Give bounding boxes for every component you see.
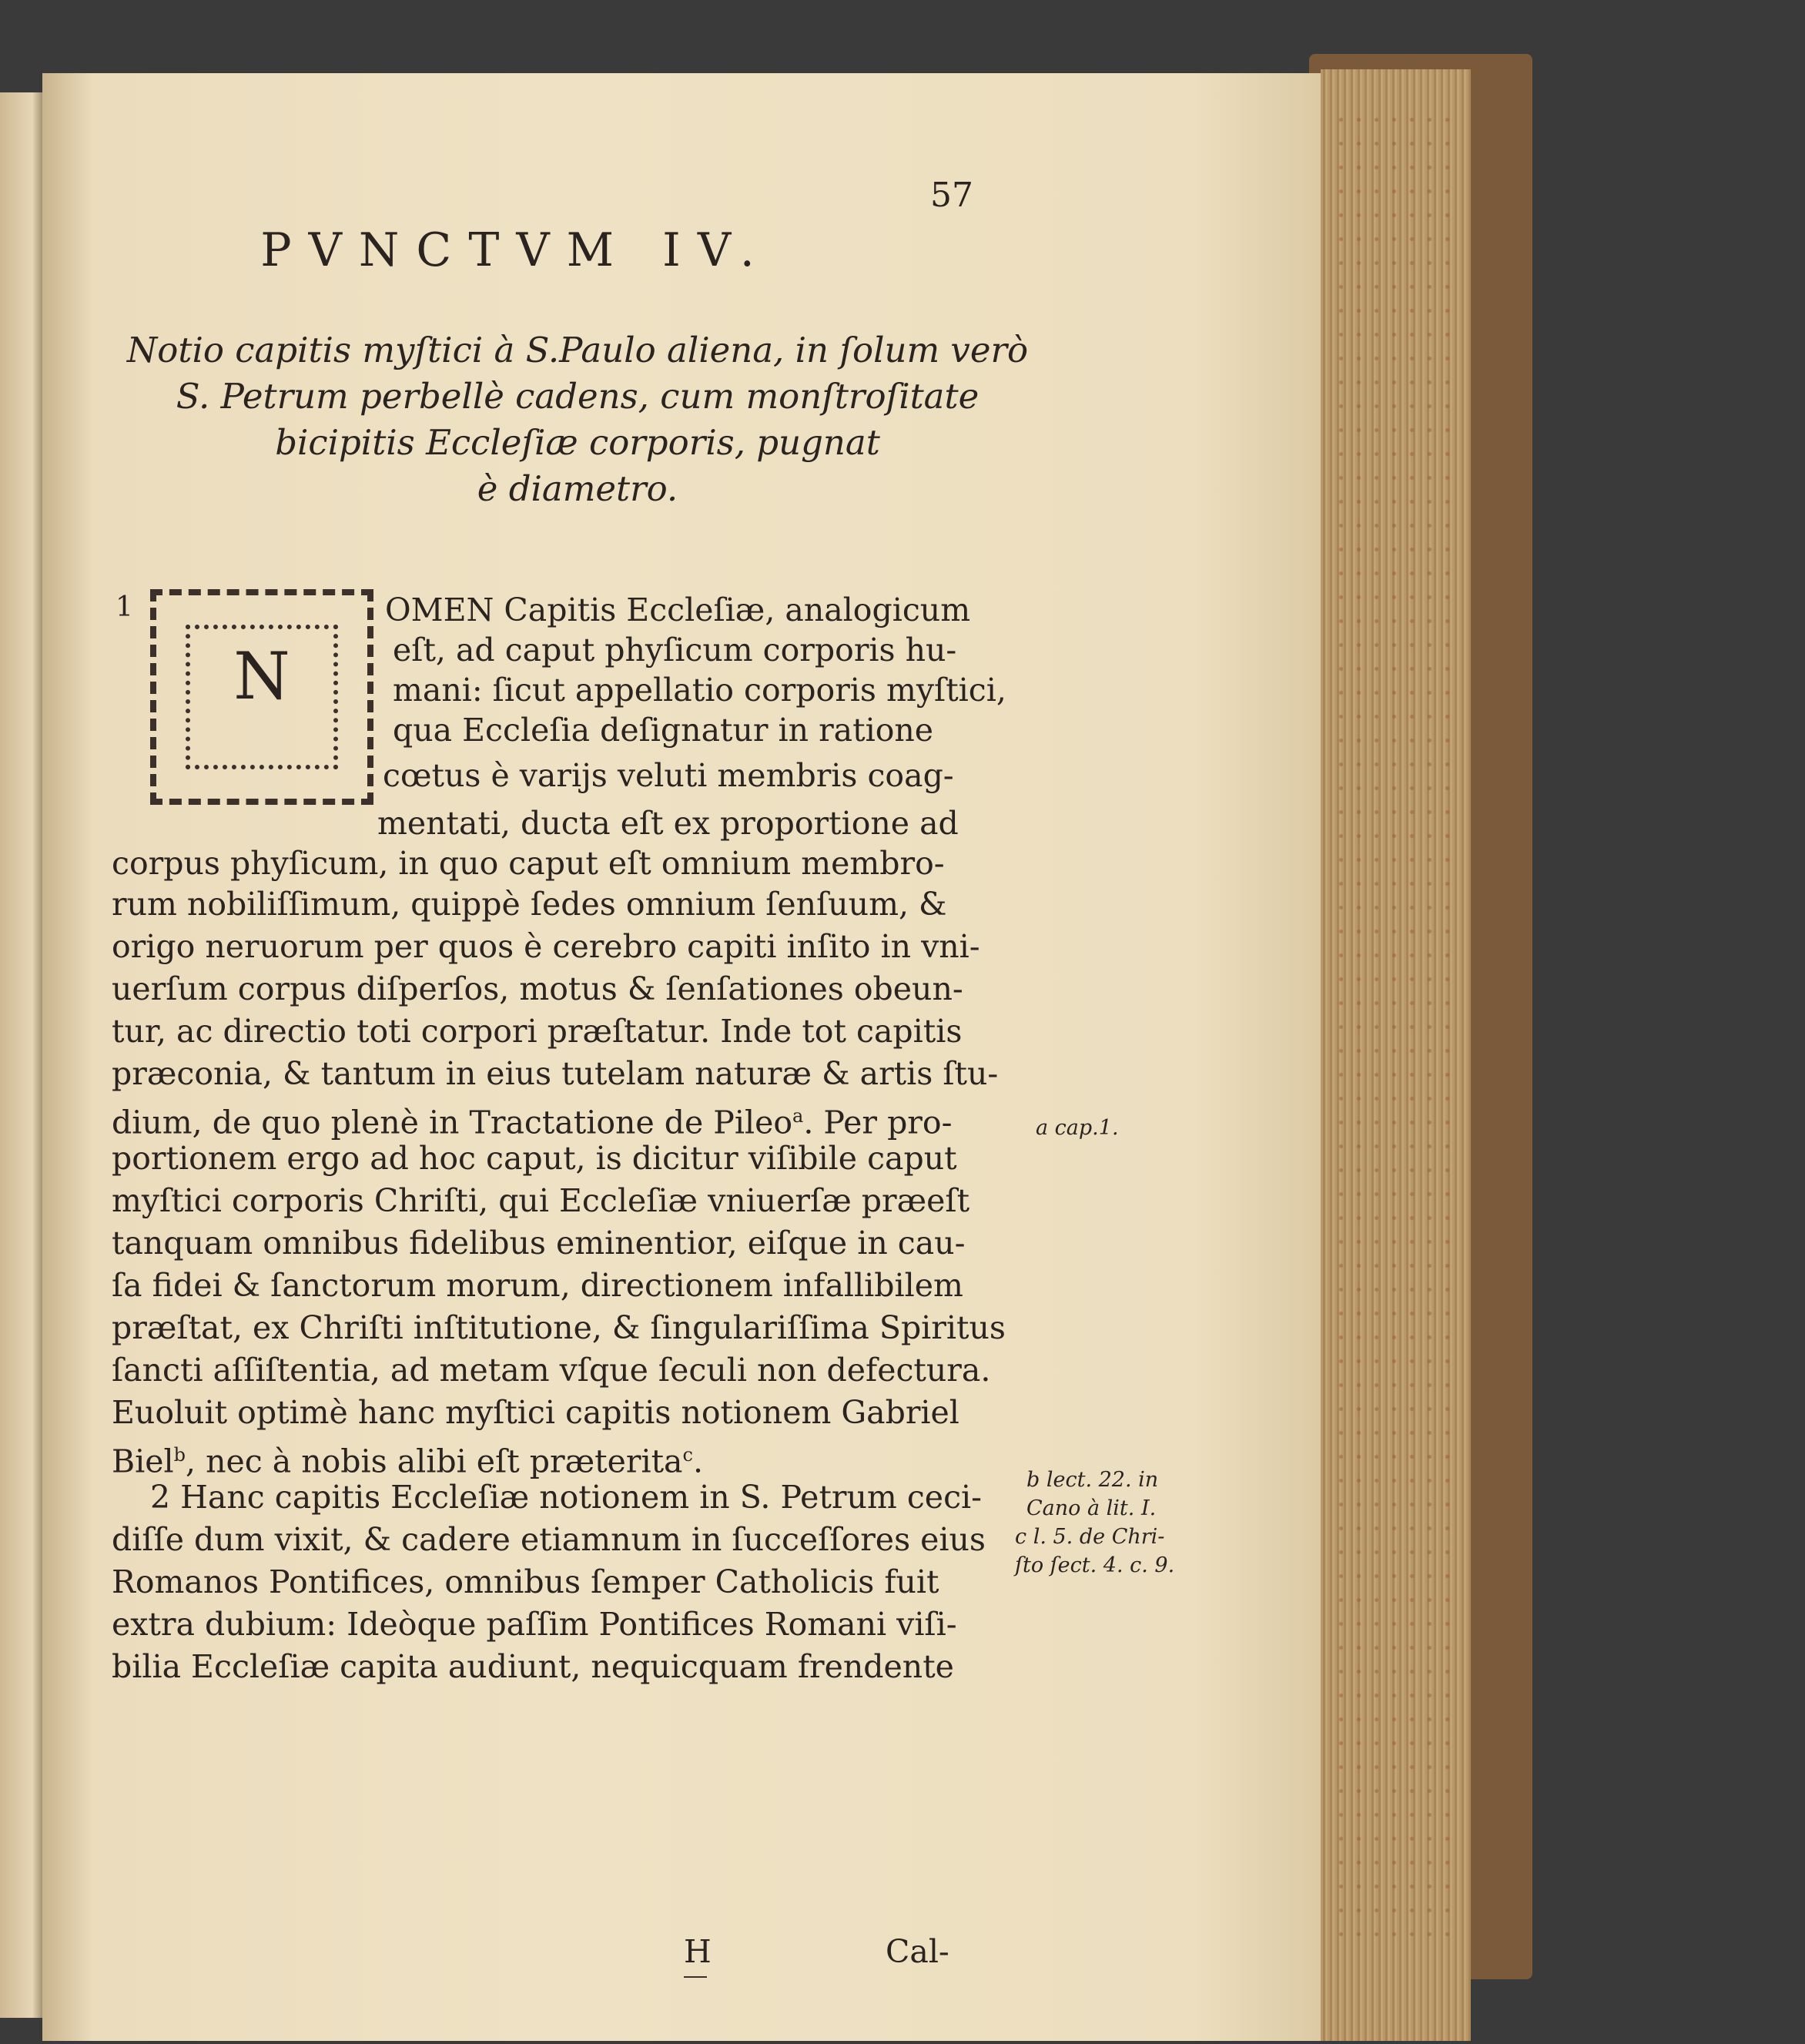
- text-line: extra dubium: Ideòque paſſim Pontifices Romani viſi-: [112, 1606, 957, 1643]
- paragraph-number: 2: [150, 1479, 171, 1516]
- text-line: ſancti aſſiſtentia, ad metam vſque ſeculi non defectura.: [112, 1352, 991, 1389]
- initial-letter: N: [233, 638, 290, 714]
- text-line: myſtici corporis Chriſti, qui Eccleſiæ vniuerſæ præeſt: [112, 1182, 970, 1219]
- subtitle-line: Notio capitis myſtici à S.Paulo aliena, in ſolum verò: [126, 330, 1029, 370]
- margin-note: b lect. 22. in: [1026, 1468, 1159, 1492]
- catchword: Cal-: [886, 1933, 949, 1970]
- text-line: portionem ergo ad hoc caput, is dicitur viſibile caput: [112, 1140, 957, 1177]
- footnote-marker: b: [173, 1444, 186, 1466]
- text-line: corpus phyſicum, in quo caput eſt omnium membro-: [112, 845, 945, 882]
- text-line: [112, 1097, 952, 1141]
- decorated-initial: [150, 589, 373, 805]
- text-line: uerſum corpus diſperſos, motus & ſenſationes obeun-: [112, 970, 963, 1007]
- text-line: Romanos Pontifices, omnibus ſemper Catholicis fuit: [112, 1563, 939, 1600]
- text-span: Biel: [112, 1443, 174, 1480]
- text-line: præſtat, ex Chriſti inſtitutione, & ſingulariſſima Spiritus: [112, 1309, 1006, 1346]
- text-span: .: [692, 1443, 703, 1480]
- section-heading: PVNCTVM IV.: [260, 223, 772, 277]
- page-number: 57: [930, 176, 973, 215]
- text-line: eſt, ad caput phyſicum corporis hu-: [393, 632, 957, 668]
- footnote-marker: c: [682, 1444, 693, 1466]
- text-line: bilia Eccleſiæ capita audiunt, nequicquam frendente: [112, 1648, 954, 1685]
- text-line: Euoluit optimè hanc myſtici capitis notionem Gabriel: [112, 1394, 959, 1431]
- text-line: tur, ac directio toti corpori præſtatur. Inde tot capitis: [112, 1013, 963, 1050]
- text-line: [112, 1436, 703, 1480]
- text-line: mani: ſicut appellatio corporis myſtici,: [393, 672, 1006, 709]
- signature-rule: [684, 1976, 707, 1978]
- text-line: origo neruorum per quos è cerebro capiti inſito in vni-: [112, 928, 980, 965]
- page-block-speckles: [1332, 108, 1459, 1941]
- text-line: ſa fidei & ſanctorum morum, directionem infallibilem: [112, 1267, 963, 1304]
- subtitle-line: è diametro.: [477, 468, 678, 509]
- subtitle-line: S. Petrum perbellè cadens, cum monſtroſitate: [176, 376, 980, 417]
- text-line: qua Eccleſia deſignatur in ratione: [393, 712, 934, 749]
- signature-mark: H: [684, 1933, 712, 1970]
- text-span: Hanc capitis Eccleſiæ notionem in S. Petrum ceci-: [180, 1479, 982, 1516]
- left-page-edge: [0, 92, 46, 2018]
- text-line: præconia, & tantum in eius tutelam naturæ & artis ſtu-: [112, 1055, 999, 1092]
- text-line: mentati, ducta eſt ex proportione ad: [377, 805, 959, 842]
- text-line: diſſe dum vixit, & cadere etiamnum in ſucceſſores eius: [112, 1521, 986, 1558]
- footnote-marker: a: [792, 1105, 804, 1127]
- margin-note: a cap.1.: [1036, 1116, 1119, 1140]
- section-subtitle: [108, 327, 1047, 512]
- margin-note: Cano à lit. I.: [1026, 1496, 1157, 1520]
- text-line: OMEN Capitis Eccleſiæ, analogicum: [385, 591, 971, 628]
- text-span: . Per pro-: [803, 1104, 953, 1141]
- text-line: [150, 1479, 982, 1516]
- text-span: , nec à nobis alibi eſt præterita: [186, 1443, 683, 1480]
- subtitle-line: bicipitis Eccleſiæ corporis, pugnat: [275, 422, 880, 463]
- margin-note: c l. 5. de Chri-: [1015, 1525, 1165, 1549]
- text-line: cœtus è varijs veluti membris coag-: [383, 757, 954, 794]
- text-span: dium, de quo plenè in Tractatione de Pileo: [112, 1104, 793, 1141]
- text-line: tanquam omnibus fidelibus eminentior, eiſque in cau-: [112, 1225, 966, 1262]
- margin-note: ſto ſect. 4. c. 9.: [1015, 1553, 1175, 1577]
- text-line: rum nobiliſſimum, quippè ſedes omnium ſenſuum, &: [112, 886, 947, 923]
- paragraph-number: 1: [116, 591, 133, 623]
